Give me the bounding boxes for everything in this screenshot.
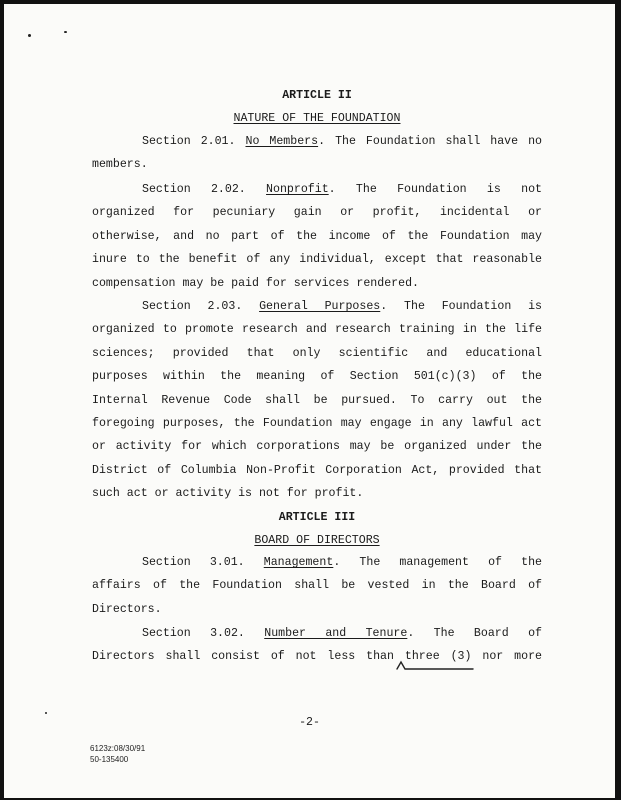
- text-line: organized for pecuniary gain or profit, incidental or: [92, 206, 542, 220]
- text-line: purposes within the meaning of Section 501(c)(3) of the: [92, 370, 542, 384]
- section-number: Section 3.02.: [142, 627, 245, 640]
- footer: [90, 743, 145, 765]
- section-3-02: Section 3.02. Number and Tenure. The Board of Directors shall consist of not less than three (3) nor more: [92, 622, 542, 669]
- punch-mark-right: [64, 31, 67, 33]
- section-number: Section 2.02.: [142, 183, 246, 196]
- text-line: The Board of: [433, 627, 542, 640]
- section-heading: No Members: [245, 135, 319, 148]
- section-number: Section 2.03.: [142, 300, 243, 313]
- text-line: members.: [92, 158, 148, 172]
- section-number: Section 2.01.: [142, 135, 236, 148]
- text-line: inure to the benefit of any individual, except that reasonable: [92, 253, 542, 267]
- inserted-text: three (3): [404, 650, 472, 664]
- text-line: affairs of the Foundation shall be vested in the Board of: [92, 579, 542, 593]
- document-page: [4, 4, 615, 798]
- section-2-02: Section 2.02. Nonprofit. The Foundation is not organized for pecuniary gain or profit, incidental or otherwise, and no part of the income of the Foundation may inure to the benefit of any individual, except that reasonable compensation may be paid for services rendered.: [92, 178, 542, 295]
- text-line: The Foundation is: [404, 300, 542, 313]
- footer-code: 6123z:08/30/91: [90, 744, 146, 753]
- text-line: compensation may be paid for services rendered.: [92, 276, 419, 290]
- text-line: organized to promote research and research training in the life: [92, 323, 542, 337]
- article-3-title: ARTICLE III: [278, 511, 356, 524]
- text-line: foregoing purposes, the Foundation may engage in any lawful act: [92, 416, 542, 430]
- article-3-subtitle: BOARD OF DIRECTORS: [254, 534, 380, 547]
- text-line: Directors.: [92, 602, 162, 616]
- text-line: The Foundation shall have no: [335, 135, 542, 148]
- section-heading: Management: [263, 556, 334, 569]
- article-2-title: ARTICLE II: [282, 89, 352, 102]
- section-2-01: Section 2.01. No Members. The Foundation shall have no members.: [92, 130, 542, 177]
- section-2-03: Section 2.03. General Purposes. The Foundation is organized to promote research and research training in the life sciences; provided that only scientific and educational purposes within the meaning of Section 501(c)(3) of the Internal Revenue Code shall be pursued. To carry out the foregoing purposes, the Foundation may engage in any lawful act or activity for which corporations may be organized under the District of Columbia Non-Profit Corporation Act, provided that such act or activity is not for profit.: [92, 295, 542, 506]
- text-line: sciences; provided that only scientific and educational: [92, 346, 542, 360]
- section-heading: Number and Tenure: [264, 627, 408, 640]
- text-line: District of Columbia Non-Profit Corporation Act, provided that: [92, 463, 542, 477]
- section-3-01: Section 3.01. Management. The management of the affairs of the Foundation shall be vested in the Board of Directors.: [92, 551, 542, 621]
- page-number: -2-: [299, 716, 320, 729]
- margin-dot: [45, 712, 47, 714]
- text-line: The management of the: [359, 556, 542, 569]
- text-line: The Foundation is not: [355, 183, 542, 196]
- text-line: Directors shall consist of not less than: [92, 650, 394, 664]
- footer-ref: 50-135400: [90, 755, 129, 764]
- article-2-subtitle: NATURE OF THE FOUNDATION: [233, 112, 401, 125]
- text-line: nor more: [482, 650, 542, 664]
- text-line: such act or activity is not for profit.: [92, 487, 364, 501]
- section-number: Section 3.01.: [142, 556, 245, 569]
- punch-mark-left: [28, 34, 31, 37]
- text-line: or activity for which corporations may be organized under the: [92, 440, 542, 454]
- text-line: Internal Revenue Code shall be pursued. To carry out the: [92, 393, 542, 407]
- handwritten-caret-mark: [397, 659, 477, 671]
- handwritten-insertion: [405, 650, 482, 663]
- text-line: otherwise, and no part of the income of the Foundation may: [92, 229, 542, 243]
- section-heading: Nonprofit: [266, 183, 329, 196]
- section-heading: General Purposes: [259, 300, 381, 313]
